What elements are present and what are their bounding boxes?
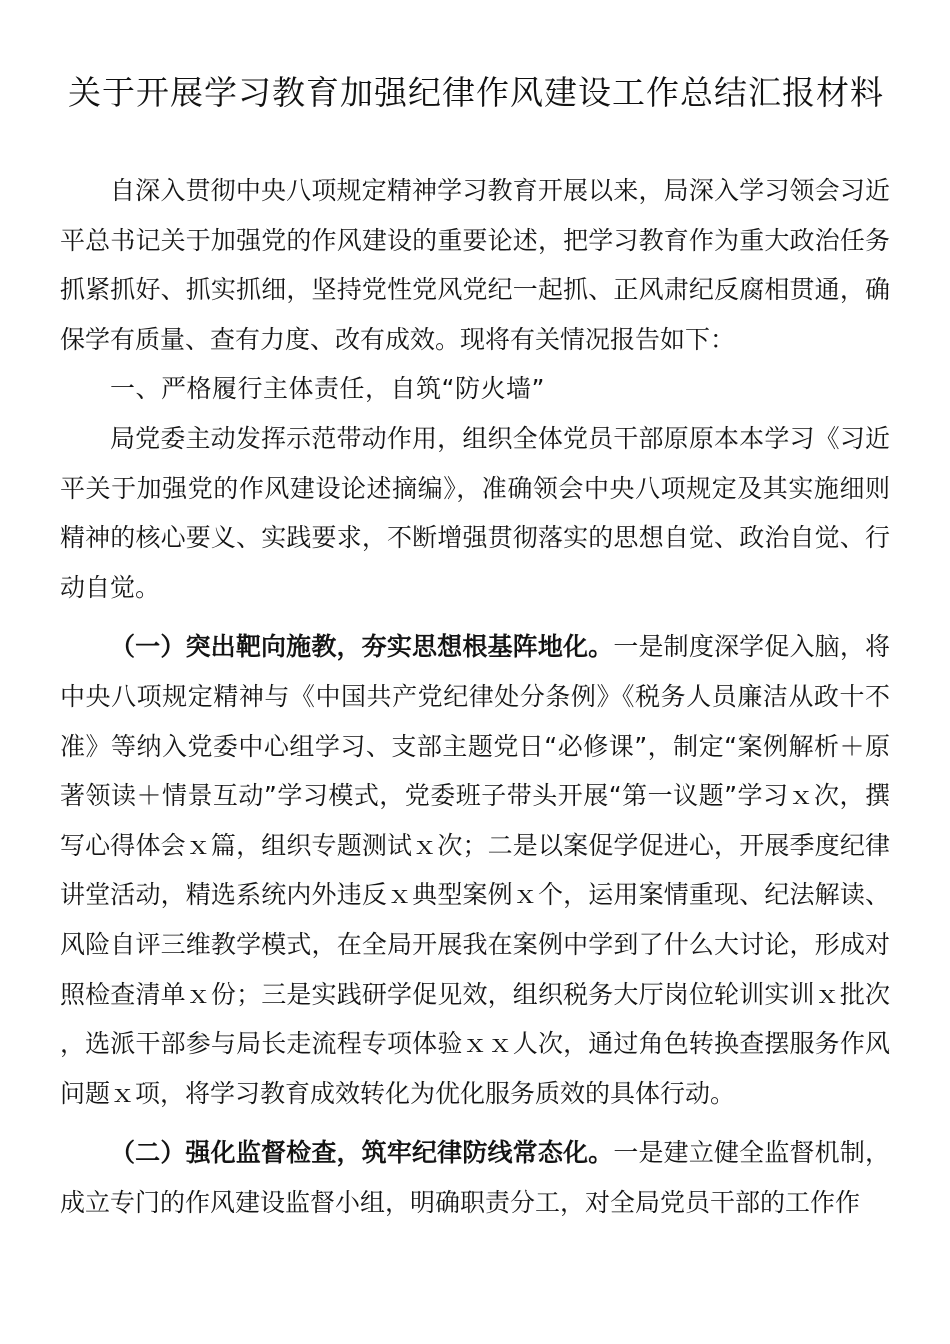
document-body	[60, 166, 890, 1227]
item1-text: 一是制度深学促入脑，将中央八项规定精神与《中国共产党纪律处分条例》《税务人员廉洁从政十不准》等纳入党委中心组学习、支部主题党日“必修课”，制定“案例解析＋原著领读＋情景互动”学习模式，党委班子带头开展“第一议题”学习ｘ次，撰写心得体会ｘ篇，组织专题测试ｘ次；二是以案促学促进心，开展季度纪律讲堂活动，精选系统内外违反ｘ典型案例ｘ个，运用案情重现、纪法解读、风险自评三维教学模式，在全局开展我在案例中学到了什么大讨论，形成对照检查清单ｘ份；三是实践研学促见效，组织税务大厅岗位轮训实训ｘ批次，选派干部参与局长走流程专项体验ｘｘ人次，通过角色转换查摆服务作风问题ｘ项，将学习教育成效转化为优化服务质效的具体行动。	[60, 632, 890, 1108]
section1-paragraph: 局党委主动发挥示范带动作用，组织全体党员干部原原本本学习《习近平关于加强党的作风建设论述摘编》，准确领会中央八项规定及其实施细则精神的核心要义、实践要求，不断增强贯彻落实的思想自觉、政治自觉、行动自觉。	[60, 423, 890, 602]
item2-paragraph	[60, 1128, 890, 1227]
section-heading-1: 一、严格履行主体责任，自筑“防火墙”	[110, 374, 545, 404]
item1-lead: （一）突出靶向施教，夯实思想根基阵地化。	[110, 632, 614, 662]
item1-paragraph	[60, 622, 890, 1118]
item2-lead: （二）强化监督检查，筑牢纪律防线常态化。	[110, 1138, 614, 1168]
document-title: 关于开展学习教育加强纪律作风建设工作总结汇报材料	[68, 73, 884, 112]
intro-paragraph: 自深入贯彻中央八项规定精神学习教育开展以来，局深入学习领会习近平总书记关于加强党的作风建设的重要论述，把学习教育作为重大政治任务抓紧抓好、抓实抓细，坚持党性党风党纪一起抓、正风肃纪反腐相贯通，确保学有质量、查有力度、改有成效。现将有关情况报告如下：	[60, 176, 890, 354]
item2-text: 一是建立健全监督机制，成立专门的作风建设监督小组，明确职责分工，对全局党员干部的工作作	[60, 1138, 890, 1217]
